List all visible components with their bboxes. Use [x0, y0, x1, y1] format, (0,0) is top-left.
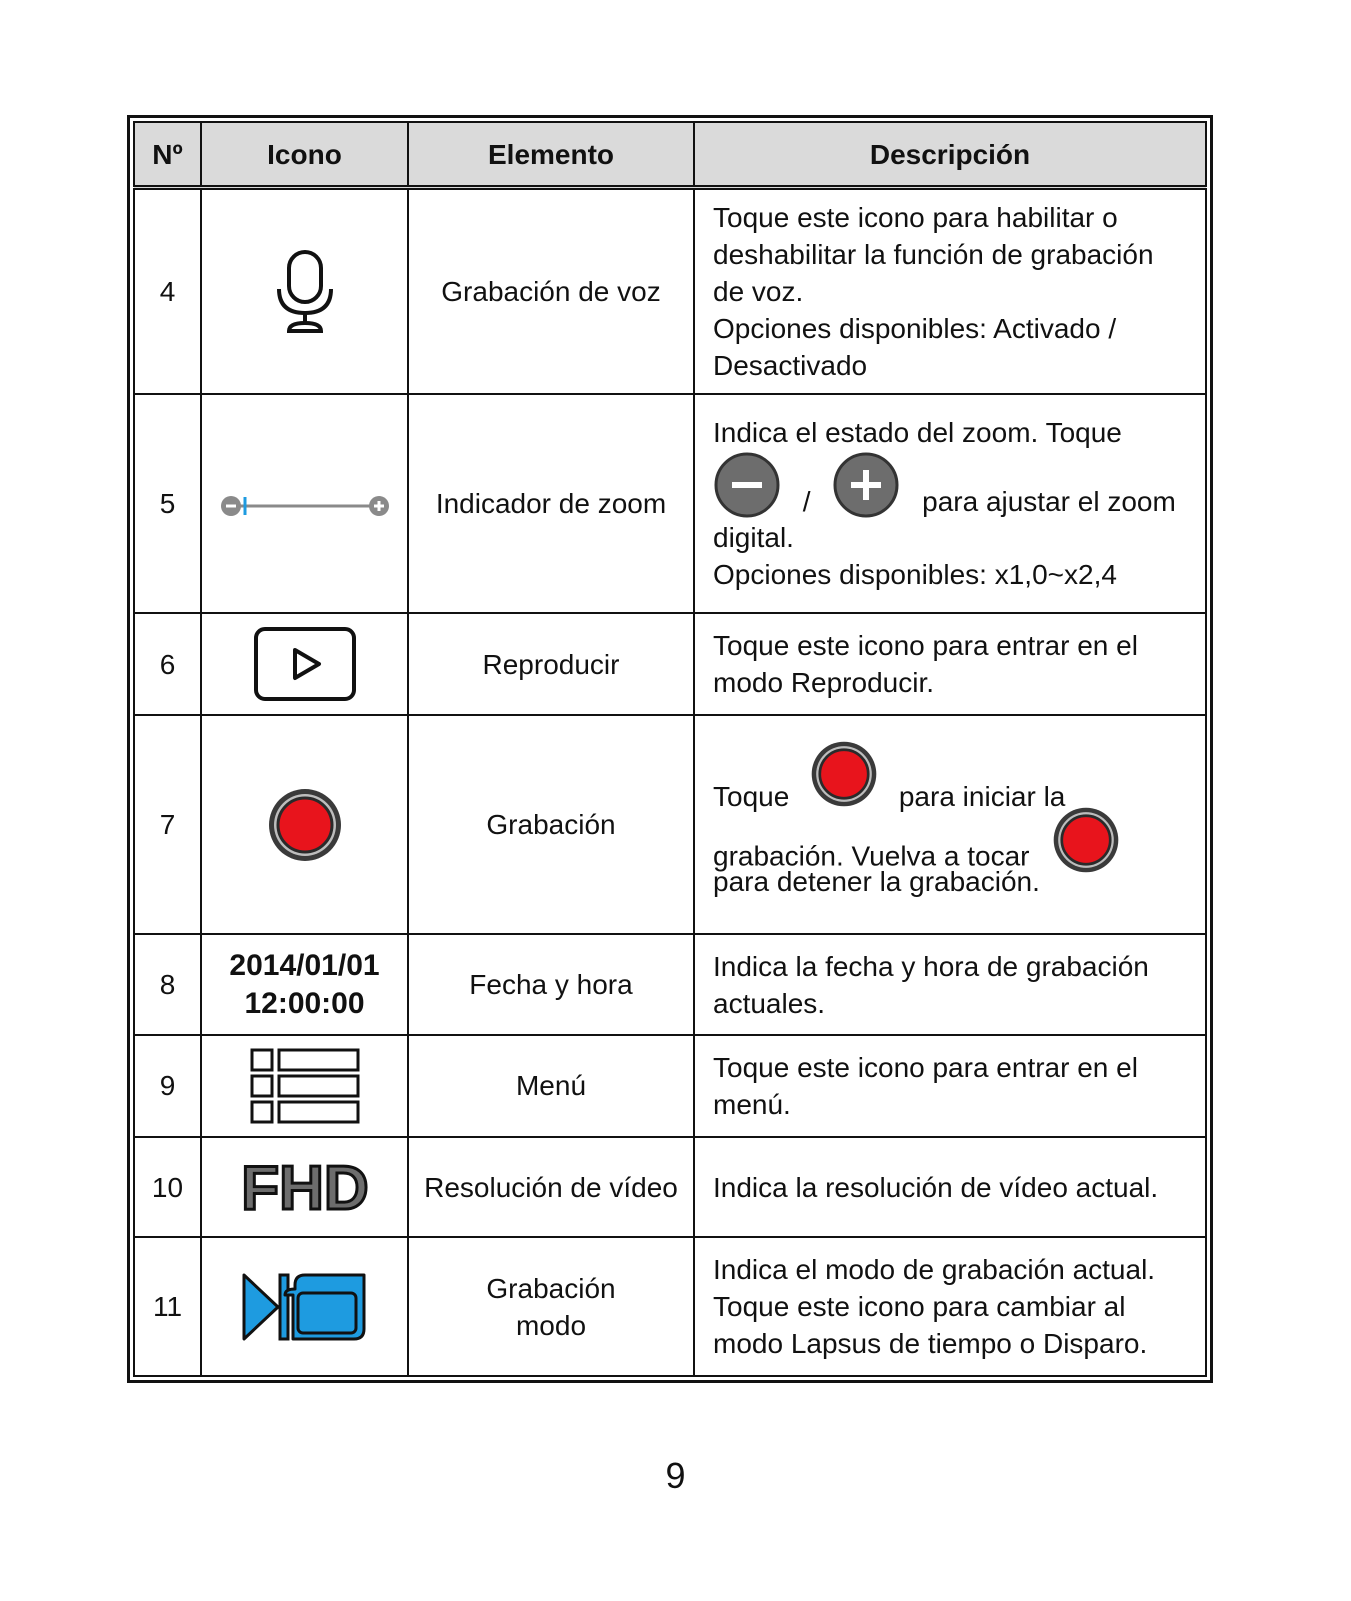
- description-line: de voz.: [713, 276, 804, 308]
- element-cell: Menú: [408, 1035, 694, 1137]
- description-cell: [694, 1035, 1206, 1137]
- header-icon: Icono: [201, 122, 408, 188]
- description-line: Opciones disponibles: Activado /: [713, 313, 1117, 345]
- row-number: 4: [134, 188, 201, 395]
- description-line: Toque este icono para entrar en el: [713, 1051, 1138, 1083]
- table-row: [134, 394, 1206, 613]
- header-description: Descripción: [694, 122, 1206, 188]
- element-cell: Reproducir: [408, 613, 694, 715]
- zoom-in-icon: [832, 451, 900, 519]
- row-number: 7: [134, 715, 201, 934]
- table-row: [134, 934, 1206, 1034]
- row-number: 11: [134, 1237, 201, 1376]
- description-separator: /: [802, 485, 811, 517]
- description-cell: [694, 934, 1206, 1034]
- header-element: Elemento: [408, 122, 694, 188]
- description-line: modo Lapsus de tiempo o Disparo.: [713, 1328, 1148, 1360]
- element-cell: Indicador de zoom: [408, 394, 694, 613]
- header-no: Nº: [134, 122, 201, 188]
- description-text: para ajustar el zoom: [922, 485, 1176, 517]
- table-header-row: [134, 122, 1206, 188]
- description-cell: [694, 613, 1206, 715]
- row-number: 10: [134, 1137, 201, 1237]
- row-number: 8: [134, 934, 201, 1034]
- table-row: [134, 1137, 1206, 1237]
- table-row: [134, 1035, 1206, 1137]
- element-cell: Resolución de vídeo: [408, 1137, 694, 1237]
- description-cell: [694, 394, 1206, 613]
- icon-cell: [201, 715, 408, 934]
- description-line: Opciones disponibles: x1,0~x2,4: [713, 559, 1117, 591]
- record-icon: [266, 786, 344, 864]
- zoom-slider-icon: [217, 491, 393, 521]
- row-number: 5: [134, 394, 201, 613]
- icon-table: [133, 121, 1207, 1377]
- fhd-icon: [240, 1155, 370, 1219]
- description-cell: [694, 188, 1206, 395]
- description-line: Desactivado: [713, 350, 868, 382]
- element-cell: Grabación: [408, 715, 694, 934]
- table-row: [134, 188, 1206, 395]
- table-row: [134, 613, 1206, 715]
- element-line: Grabación: [486, 1272, 616, 1304]
- record-icon: [1051, 805, 1121, 875]
- fhd-icon-text: FHD: [240, 1155, 369, 1220]
- microphone-icon: [273, 249, 337, 335]
- icon-cell: [201, 1237, 408, 1376]
- description-text: Toque: [713, 780, 790, 812]
- description-line: menú.: [713, 1088, 791, 1120]
- description-line: actuales.: [713, 987, 826, 1019]
- description-line: Indica la fecha y hora de grabación: [713, 950, 1149, 982]
- description-cell: [694, 1137, 1206, 1237]
- description-line: Indica la resolución de vídeo actual.: [713, 1171, 1159, 1203]
- description-cell: [694, 715, 1206, 934]
- description-line: modo Reproducir.: [713, 667, 935, 699]
- element-cell: Grabación de voz: [408, 188, 694, 395]
- row-number: 9: [134, 1035, 201, 1137]
- play-icon: [253, 626, 357, 702]
- icon-cell: [201, 188, 408, 395]
- icon-cell: [201, 394, 408, 613]
- row-number: 6: [134, 613, 201, 715]
- zoom-out-icon: [713, 451, 781, 519]
- icon-cell: [201, 934, 408, 1034]
- table-row: [134, 1237, 1206, 1376]
- element-line: modo: [515, 1309, 587, 1341]
- menu-icon: [249, 1047, 361, 1125]
- description-line: Toque este icono para entrar en el: [713, 630, 1138, 662]
- time-label: 12:00:00: [244, 986, 365, 1020]
- description-line: Indica el modo de grabación actual.: [713, 1254, 1156, 1286]
- icon-cell: [201, 1137, 408, 1237]
- icon-cell: [201, 613, 408, 715]
- description-line: Toque este icono para habilitar o: [713, 202, 1118, 234]
- date-label: 2014/01/01: [229, 948, 380, 982]
- element-cell: Fecha y hora: [408, 934, 694, 1034]
- icon-cell: [201, 1035, 408, 1137]
- table-row: [134, 715, 1206, 934]
- icon-table-frame: [127, 115, 1213, 1383]
- description-line: Toque este icono para cambiar al: [713, 1291, 1126, 1323]
- description-line: para detener la grabación.: [713, 866, 1040, 898]
- description-line: deshabilitar la función de grabación: [713, 239, 1154, 271]
- video-mode-icon: [241, 1269, 369, 1345]
- description-line: grabación. Vuelva a tocar: [713, 840, 1030, 872]
- element-cell: [408, 1237, 694, 1376]
- description-line: digital.: [713, 522, 794, 554]
- description-text: para iniciar la: [898, 780, 1066, 812]
- description-cell: [694, 1237, 1206, 1376]
- record-icon: [809, 739, 879, 809]
- description-line: Indica el estado del zoom. Toque: [713, 417, 1122, 449]
- page-number: 9: [665, 1455, 686, 1496]
